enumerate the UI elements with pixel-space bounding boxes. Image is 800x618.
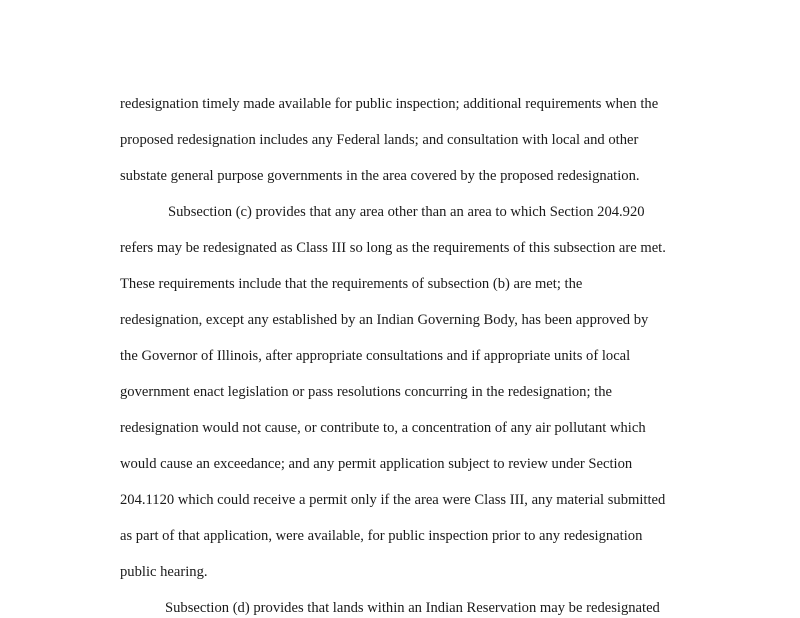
text-line: redesignation would not cause, or contribute to, a concentration of any air pollutant which (120, 420, 646, 436)
text-line: as part of that application, were available, for public inspection prior to any redesignation (120, 528, 643, 544)
text-line: the Governor of Illinois, after appropriate consultations and if appropriate units of local (120, 348, 631, 364)
text-line: Subsection (d) provides that lands within an Indian Reservation may be redesignated (165, 600, 660, 616)
text-line: would cause an exceedance; and any permit application subject to review under Section (120, 456, 633, 472)
text-line: redesignation, except any established by an Indian Governing Body, has been approved by (120, 312, 649, 328)
text-line: These requirements include that the requirements of subsection (b) are met; the (120, 276, 583, 292)
text-line: refers may be redesignated as Class III so long as the requirements of this subsection are met. (120, 240, 666, 256)
text-line: 204.1120 which could receive a permit only if the area were Class III, any material submitted (120, 492, 666, 508)
text-line: substate general purpose governments in the area covered by the proposed redesignation. (120, 168, 640, 184)
text-line: Subsection (c) provides that any area other than an area to which Section 204.920 (168, 204, 645, 220)
text-line: public hearing. (120, 564, 208, 580)
text-line: government enact legislation or pass resolutions concurring in the redesignation; the (120, 384, 613, 400)
text-line: proposed redesignation includes any Federal lands; and consultation with local and other (120, 132, 639, 148)
text-line: redesignation timely made available for public inspection; additional requirements when the (120, 96, 659, 112)
